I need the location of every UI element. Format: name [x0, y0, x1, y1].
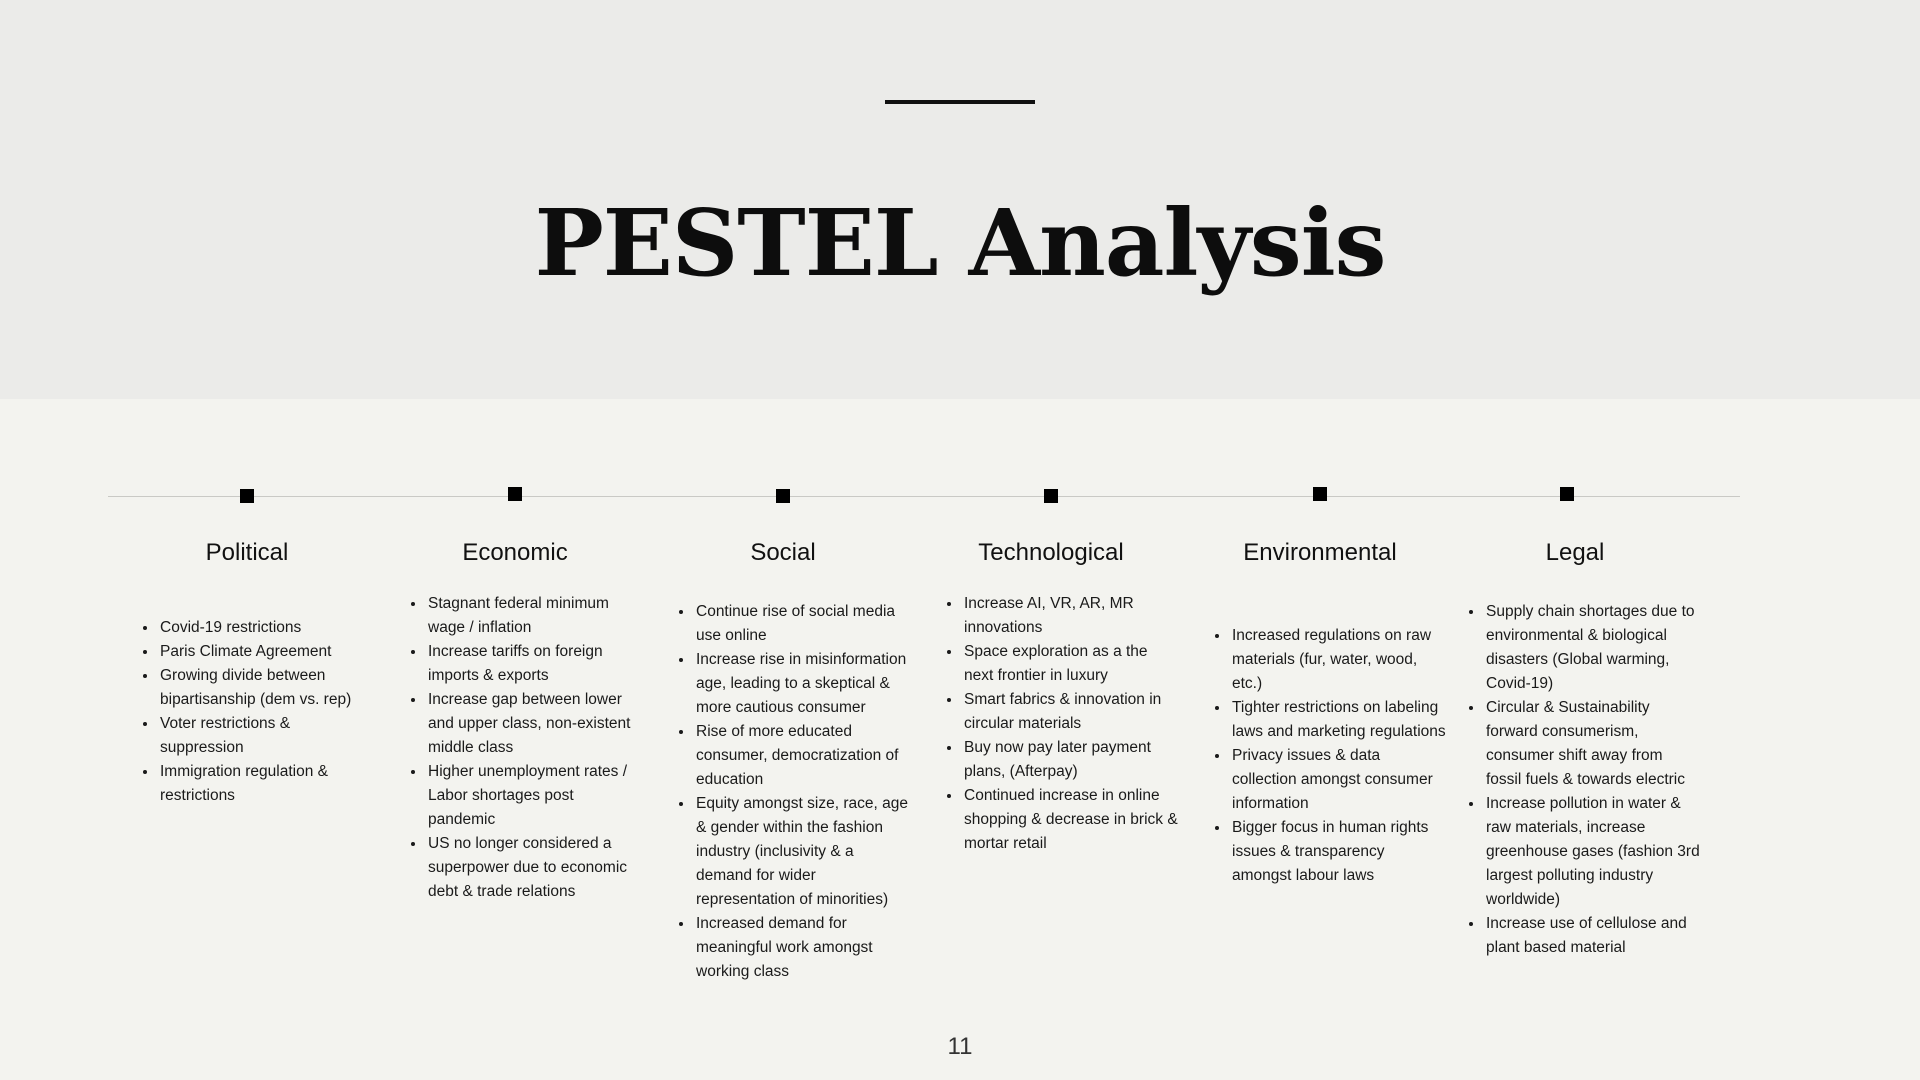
list-item: • Continue rise of social media use online [694, 600, 912, 648]
column-title-social: Social [750, 539, 816, 566]
timeline-marker-technological [1044, 489, 1058, 503]
list-item: • Growing divide between bipartisanship (dem vs. rep) [158, 664, 376, 712]
list-item: • Increase gap between lower and upper class, non-existent middle class [426, 688, 644, 760]
list-item: • Privacy issues & data collection amongst consumer information [1230, 744, 1448, 816]
environmental-list [1208, 624, 1448, 888]
column-title-economic: Economic [462, 539, 568, 566]
list-item: • US no longer considered a superpower due to economic debt & trade relations [426, 832, 644, 904]
list-item: • Immigration regulation & restrictions [158, 760, 376, 808]
timeline-marker-political [240, 489, 254, 503]
list-item: • Increase rise in misinformation age, leading to a skeptical & more cautious consumer [694, 648, 912, 720]
list-item: • Equity amongst size, race, age & gender within the fashion industry (inclusivity & a demand for wider representation of minorities) [694, 792, 912, 912]
column-title-technological: Technological [978, 539, 1124, 566]
list-item: • Continued increase in online shopping & decrease in brick & mortar retail [962, 784, 1180, 856]
title-banner [0, 0, 1920, 399]
timeline-marker-social [776, 489, 790, 503]
list-item: • Increase pollution in water & raw materials, increase greenhouse gases (fashion 3rd largest polluting industry worldwide) [1484, 792, 1702, 912]
list-item: • Increased demand for meaningful work amongst working class [694, 912, 912, 984]
list-item: • Space exploration as a the next frontier in luxury [962, 640, 1180, 688]
list-item: • Tighter restrictions on labeling laws and marketing regulations [1230, 696, 1448, 744]
list-item: • Increase AI, VR, AR, MR innovations [962, 592, 1180, 640]
list-item: • Paris Climate Agreement [158, 640, 376, 664]
list-item: • Rise of more educated consumer, democratization of education [694, 720, 912, 792]
list-item: • Covid-19 restrictions [158, 616, 376, 640]
list-item: • Supply chain shortages due to environmental & biological disasters (Global warming, Covid-19) [1484, 600, 1702, 696]
list-item: • Buy now pay later payment plans, (Afterpay) [962, 736, 1180, 784]
list-item: • Increase tariffs on foreign imports & exports [426, 640, 644, 688]
political-list [136, 616, 376, 808]
list-item: • Bigger focus in human rights issues & transparency amongst labour laws [1230, 816, 1448, 888]
list-item: • Increased regulations on raw materials (fur, water, wood, etc.) [1230, 624, 1448, 696]
list-item: • Higher unemployment rates / Labor shortages post pandemic [426, 760, 644, 832]
column-title-environmental: Environmental [1243, 539, 1397, 566]
list-item: • Circular & Sustainability forward consumerism, consumer shift away from fossil fuels & towards electric [1484, 696, 1702, 792]
social-list [672, 600, 912, 984]
timeline-marker-legal [1560, 487, 1574, 501]
economic-list [404, 592, 644, 904]
column-title-political: Political [205, 539, 289, 566]
timeline-marker-environmental [1313, 487, 1327, 501]
list-item: • Smart fabrics & innovation in circular materials [962, 688, 1180, 736]
list-item: • Increase use of cellulose and plant based material [1484, 912, 1702, 960]
title-decorative-rule [885, 100, 1035, 104]
page-number: 11 [947, 1033, 973, 1060]
page-title: PESTEL Analysis [534, 189, 1386, 297]
list-item: • Stagnant federal minimum wage / inflation [426, 592, 644, 640]
timeline-marker-economic [508, 487, 522, 501]
technological-list [940, 592, 1180, 856]
timeline-line [108, 496, 1740, 497]
legal-list [1462, 600, 1702, 960]
column-title-legal: Legal [1545, 539, 1605, 566]
list-item: • Voter restrictions & suppression [158, 712, 376, 760]
